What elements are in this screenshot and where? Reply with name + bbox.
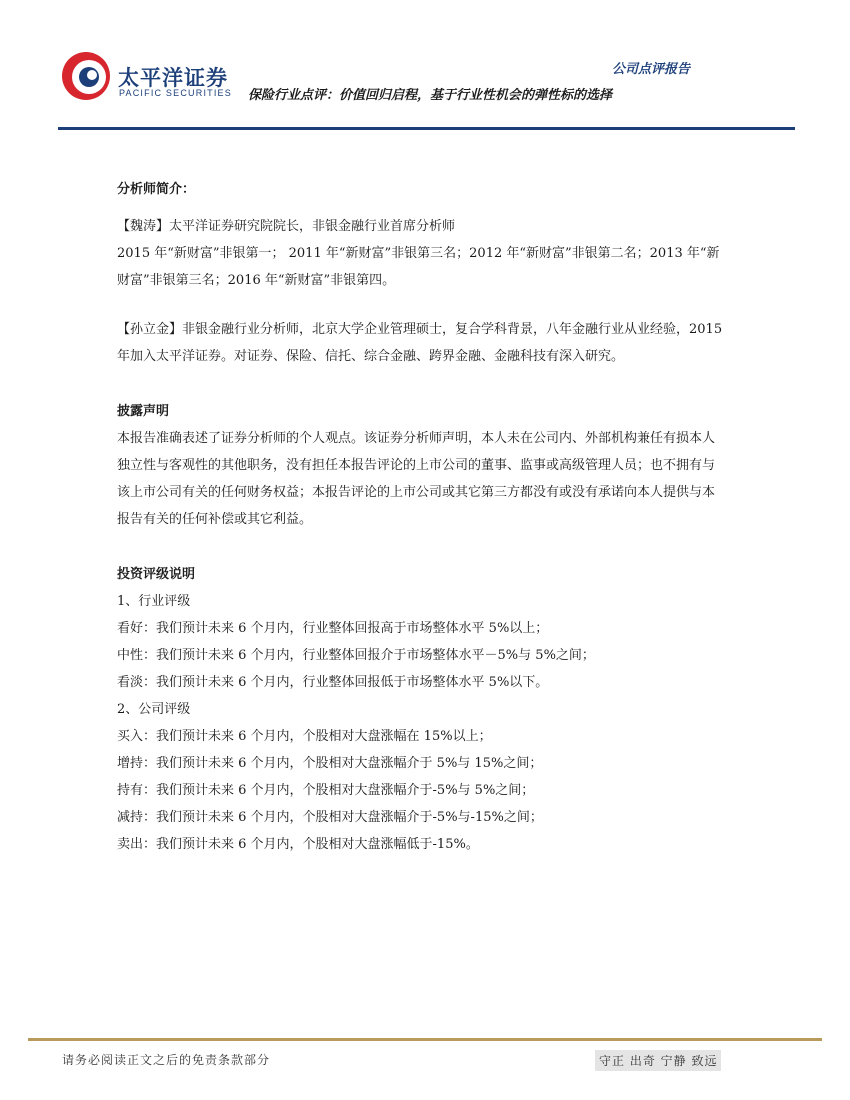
company-rating-item: 买入：我们预计未来 6 个月内，个股相对大盘涨幅在 15%以上；	[117, 729, 492, 744]
analyst-heading: 分析师简介：	[117, 182, 196, 197]
analyst-wei-line: 财富”非银第三名；2016 年“新财富”非银第四。	[117, 273, 396, 288]
analyst-sun-line: 年加入太平洋证券。对证券、保险、信托、综合金融、跨界金融、金融科技有深入研究。	[117, 349, 625, 364]
industry-rating-title: 1、行业评级	[117, 594, 191, 609]
footer-disclaimer-note: 请务必阅读正文之后的免责条款部分	[62, 1053, 271, 1067]
company-rating-item: 减持：我们预计未来 6 个月内，个股相对大盘涨幅介于-5%与-15%之间；	[117, 810, 543, 825]
brand-name-cn: 太平洋证券	[118, 66, 228, 90]
disclosure-line: 独立性与客观性的其他职务，没有担任本报告评论的上市公司的董事、监事或高级管理人员；也不拥有与	[117, 458, 716, 473]
company-rating-item: 增持：我们预计未来 6 个月内，个股相对大盘涨幅介于 5%与 15%之间；	[117, 756, 543, 771]
report-body	[117, 176, 793, 858]
report-title: 保险行业点评：价值回归启程，基于行业性机会的弹性标的选择	[248, 88, 613, 103]
disclosure-line: 本报告准确表述了证券分析师的个人观点。该证券分析师声明，本人未在公司内、外部机构兼任有损本人	[117, 431, 716, 446]
company-rating-title: 2、公司评级	[117, 702, 191, 717]
pacific-securities-logo-icon	[60, 50, 112, 102]
industry-rating-item: 看淡：我们预计未来 6 个月内，行业整体回报低于市场整体水平 5%以下。	[117, 675, 549, 690]
brand-name-en: PACIFIC SECURITIES	[119, 88, 232, 98]
disclosure-line: 该上市公司有关的任何财务权益；本报告评论的上市公司或其它第三方都没有或没有承诺向本人提供与本	[117, 485, 716, 500]
analyst-wei-line: 【魏涛】太平洋证券研究院院长，非银金融行业首席分析师	[117, 219, 456, 234]
disclosure-heading: 披露声明	[117, 404, 170, 419]
industry-rating-item: 看好：我们预计未来 6 个月内，行业整体回报高于市场整体水平 5%以上；	[117, 621, 549, 636]
ratings-heading: 投资评级说明	[117, 567, 196, 582]
company-rating-item: 持有：我们预计未来 6 个月内，个股相对大盘涨幅介于-5%与 5%之间；	[117, 783, 535, 798]
disclosure-line: 报告有关的任何补偿或其它利益。	[117, 512, 313, 527]
analyst-sun-line: 【孙立金】非银金融行业分析师，北京大学企业管理硕士，复合学科背景，八年金融行业从业经验，2015	[117, 322, 723, 337]
analyst-wei-line: 2015 年“新财富”非银第一； 2011 年“新财富”非银第三名；2012 年“新财富”非银第二名；2013 年“新	[117, 246, 720, 261]
header-divider	[58, 127, 795, 130]
footer-motto: 守正 出奇 宁静 致远	[595, 1050, 721, 1071]
footer-divider	[28, 1038, 822, 1041]
report-type: 公司点评报告	[611, 62, 690, 77]
industry-rating-item: 中性：我们预计未来 6 个月内，行业整体回报介于市场整体水平－5%与 5%之间；	[117, 648, 595, 663]
company-rating-item: 卖出：我们预计未来 6 个月内，个股相对大盘涨幅低于-15%。	[117, 837, 479, 852]
